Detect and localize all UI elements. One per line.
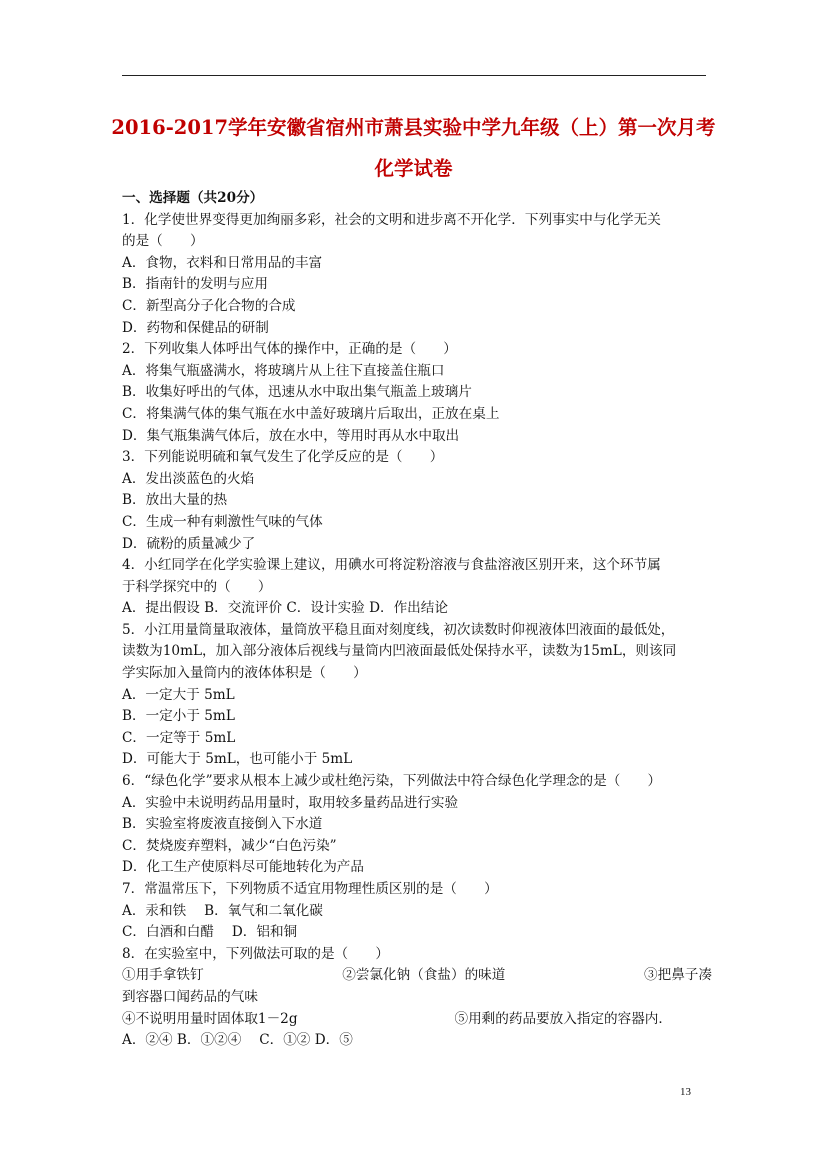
- question-8: [122, 944, 712, 1052]
- item-3-continued: 到容器口闻药品的气味: [122, 988, 258, 1005]
- question-stem: 6．“绿色化学”要求从根本上减少或杜绝污染，下列做法中符合绿色化学理念的是（ ）: [122, 773, 662, 790]
- option-b: B．一定小于 5mL: [122, 708, 235, 725]
- question-stem: 2．下列收集人体呼出气体的操作中，正确的是（ ）: [122, 341, 457, 358]
- question-stem: 学实际加入量筒内的液体体积是（ ）: [122, 665, 367, 682]
- option-d: D．可能大于 5mL，也可能小于 5mL: [122, 751, 353, 768]
- question-4: [122, 555, 712, 620]
- question-3: [122, 447, 712, 555]
- option-d: D．化工生产使原料尽可能地转化为产品: [122, 859, 364, 876]
- question-2: [122, 339, 712, 447]
- option-d: D．集气瓶集满气体后，放在水中，等用时再从水中取出: [122, 427, 460, 444]
- option-c: C．新型高分子化合物的合成: [122, 297, 296, 314]
- header-rule: [122, 75, 706, 76]
- question-stem: 4．小红同学在化学实验课上建议，用碘水可将淀粉溶液与食盐溶液区别开来，这个环节属: [122, 557, 661, 574]
- question-stem: 读数为10mL，加入部分液体后视线与量筒内凹液面最低处保持水平，读数为15mL，则该同: [122, 643, 677, 660]
- exam-content: [122, 188, 712, 1052]
- question-7: [122, 879, 712, 944]
- option-c: C．焚烧废弃塑料，减少“白色污染”: [122, 837, 337, 854]
- option-a: A．发出淡蓝色的火焰: [122, 470, 255, 487]
- option-a: A．食物，衣料和日常用品的丰富: [122, 254, 323, 271]
- item-1: ①用手拿铁钉: [122, 967, 204, 984]
- option-b: B．指南针的发明与应用: [122, 276, 268, 293]
- options-line: A．②④ B．①②④ C．①② D．⑤: [122, 1032, 353, 1049]
- question-5: [122, 620, 712, 771]
- question-stem: 5．小江用量筒量取液体，量筒放平稳且面对刻度线，初次读数时仰视液体凹液面的最低处，: [122, 621, 675, 638]
- option-d: D．药物和保健品的研制: [122, 319, 269, 336]
- option-b: B．放出大量的热: [122, 492, 228, 509]
- option-d: D．硫粉的质量减少了: [122, 535, 256, 552]
- option-c: C．生成一种有刺激性气味的气体: [122, 513, 323, 530]
- section-heading: 一、选择题（共20分）: [122, 190, 264, 206]
- options-line: A．提出假设 B．交流评价 C．设计实验 D．作出结论: [122, 600, 448, 617]
- question-1: [122, 210, 712, 340]
- item-3: ③把鼻子凑: [644, 967, 712, 984]
- item-5: ⑤用剩的药品要放入指定的容器内．: [454, 1010, 672, 1027]
- options-line: C．白酒和白醋 D．铝和铜: [122, 924, 298, 941]
- item-2: ②尝氯化钠（食盐）的味道: [342, 967, 506, 984]
- option-b: B．实验室将废液直接倒入下水道: [122, 816, 323, 833]
- question-stem: 3．下列能说明硫和氧气发生了化学反应的是（ ）: [122, 449, 444, 466]
- items-row: [122, 1009, 712, 1031]
- item-4: ④不说明用量时固体取1－2g: [122, 1010, 298, 1027]
- question-6: [122, 771, 712, 879]
- option-c: C．将集满气体的集气瓶在水中盖好玻璃片后取出，正放在桌上: [122, 405, 500, 422]
- option-a: A．实验中未说明药品用量时，取用较多量药品进行实验: [122, 794, 459, 811]
- option-a: A．一定大于 5mL: [122, 686, 235, 703]
- question-stem: 的是（ ）: [122, 233, 204, 250]
- option-c: C．一定等于 5mL: [122, 729, 236, 746]
- exam-title-line2: 化学试卷: [374, 157, 453, 180]
- exam-title-line1: 2016-2017学年安徽省宿州市萧县实验中学九年级（上）第一次月考: [111, 116, 716, 139]
- option-b: B．收集好呼出的气体，迅速从水中取出集气瓶盖上玻璃片: [122, 384, 472, 401]
- question-stem: 于科学探究中的（ ）: [122, 578, 272, 595]
- option-a: A．将集气瓶盛满水，将玻璃片从上往下直接盖住瓶口: [122, 362, 445, 379]
- page-number: 13: [680, 1086, 691, 1098]
- question-stem: 8．在实验室中，下列做法可取的是（ ）: [122, 945, 389, 962]
- question-stem: 7．常温常压下，下列物质不适宜用物理性质区别的是（ ）: [122, 881, 498, 897]
- items-row: [122, 965, 712, 987]
- options-line: A．汞和铁 B．氧气和二氧化碳: [122, 902, 323, 919]
- question-stem: 1．化学使世界变得更加绚丽多彩，社会的文明和进步离不开化学．下列事实中与化学无关: [122, 211, 661, 228]
